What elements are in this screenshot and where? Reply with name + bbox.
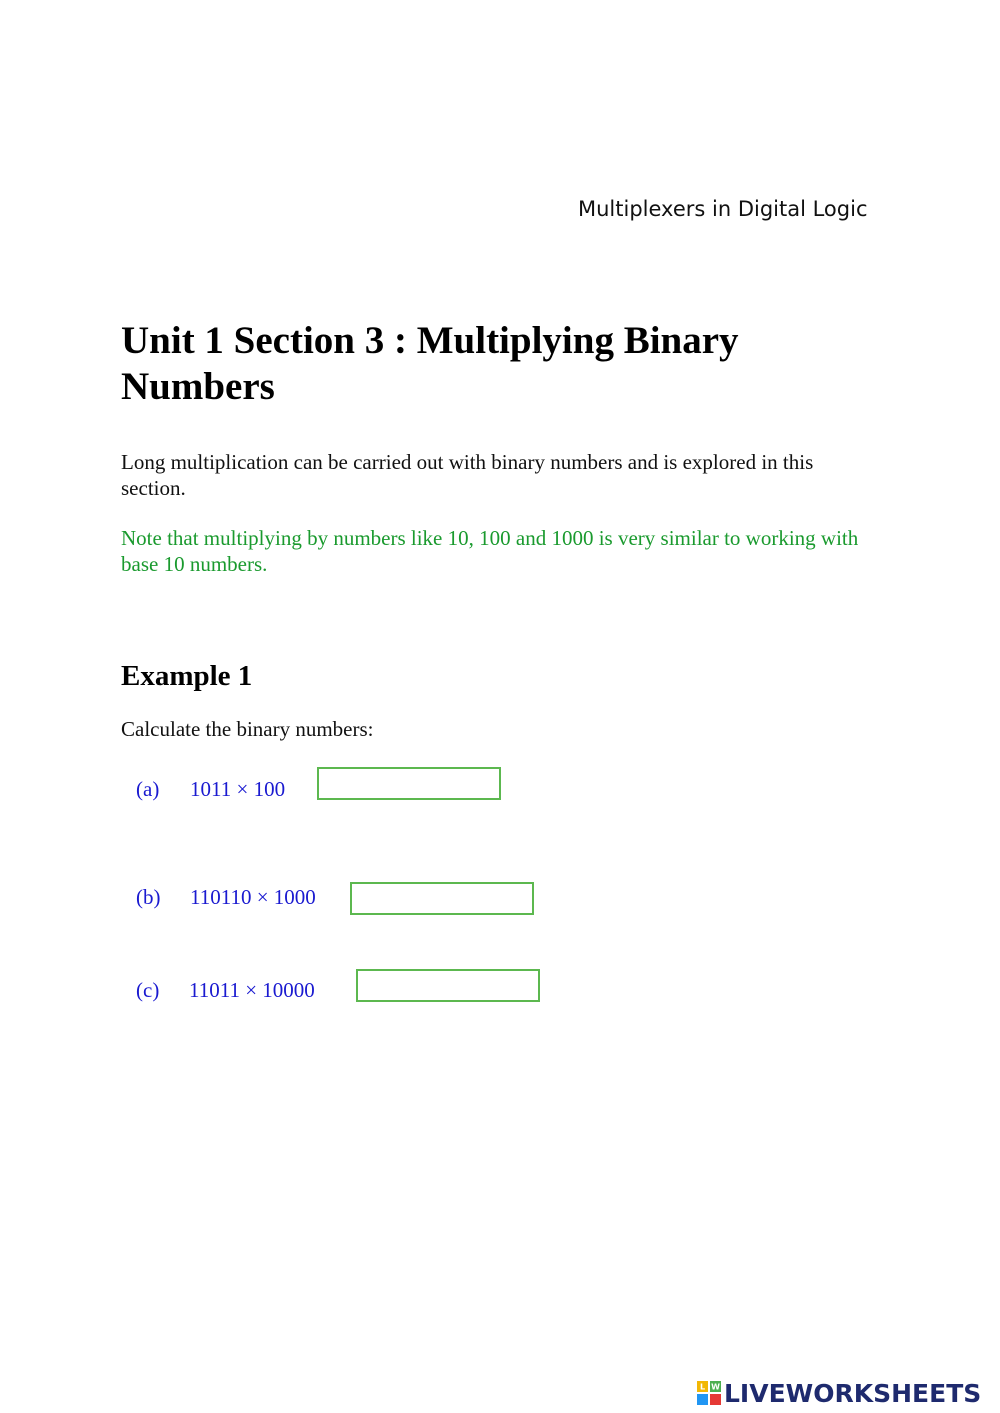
intro-paragraph: Long multiplication can be carried out with binary numbers and is explored in this section. xyxy=(121,450,814,500)
question-b-label: (b) xyxy=(136,885,161,909)
running-header: Multiplexers in Digital Logic xyxy=(578,197,868,221)
question-a-label: (a) xyxy=(136,777,160,801)
example-heading: Example 1 xyxy=(121,660,253,692)
question-a-expression: 1011 × 100 xyxy=(190,777,286,801)
liveworksheets-watermark xyxy=(697,1378,981,1408)
svg-text:W: W xyxy=(711,1382,720,1392)
watermark-text: LIVEWORKSHEETS xyxy=(724,1378,982,1408)
question-b-expression: 110110 × 1000 xyxy=(190,885,316,909)
question-c-answer-input[interactable] xyxy=(356,969,540,1002)
question-b-answer-input[interactable] xyxy=(350,882,534,915)
question-a-answer-input[interactable] xyxy=(317,767,501,800)
question-c-expression: 11011 × 10000 xyxy=(189,978,315,1002)
question-c-label: (c) xyxy=(136,978,160,1002)
svg-text:L: L xyxy=(699,1382,706,1392)
page-title: Unit 1 Section 3 : Multiplying Binary Numbers xyxy=(121,319,739,408)
note-paragraph: Note that multiplying by numbers like 10, 100 and 1000 is very similar to working with base 10 numbers. xyxy=(121,526,859,576)
instruction-text: Calculate the binary numbers: xyxy=(121,717,374,741)
liveworksheets-logo-icon xyxy=(697,1381,721,1405)
